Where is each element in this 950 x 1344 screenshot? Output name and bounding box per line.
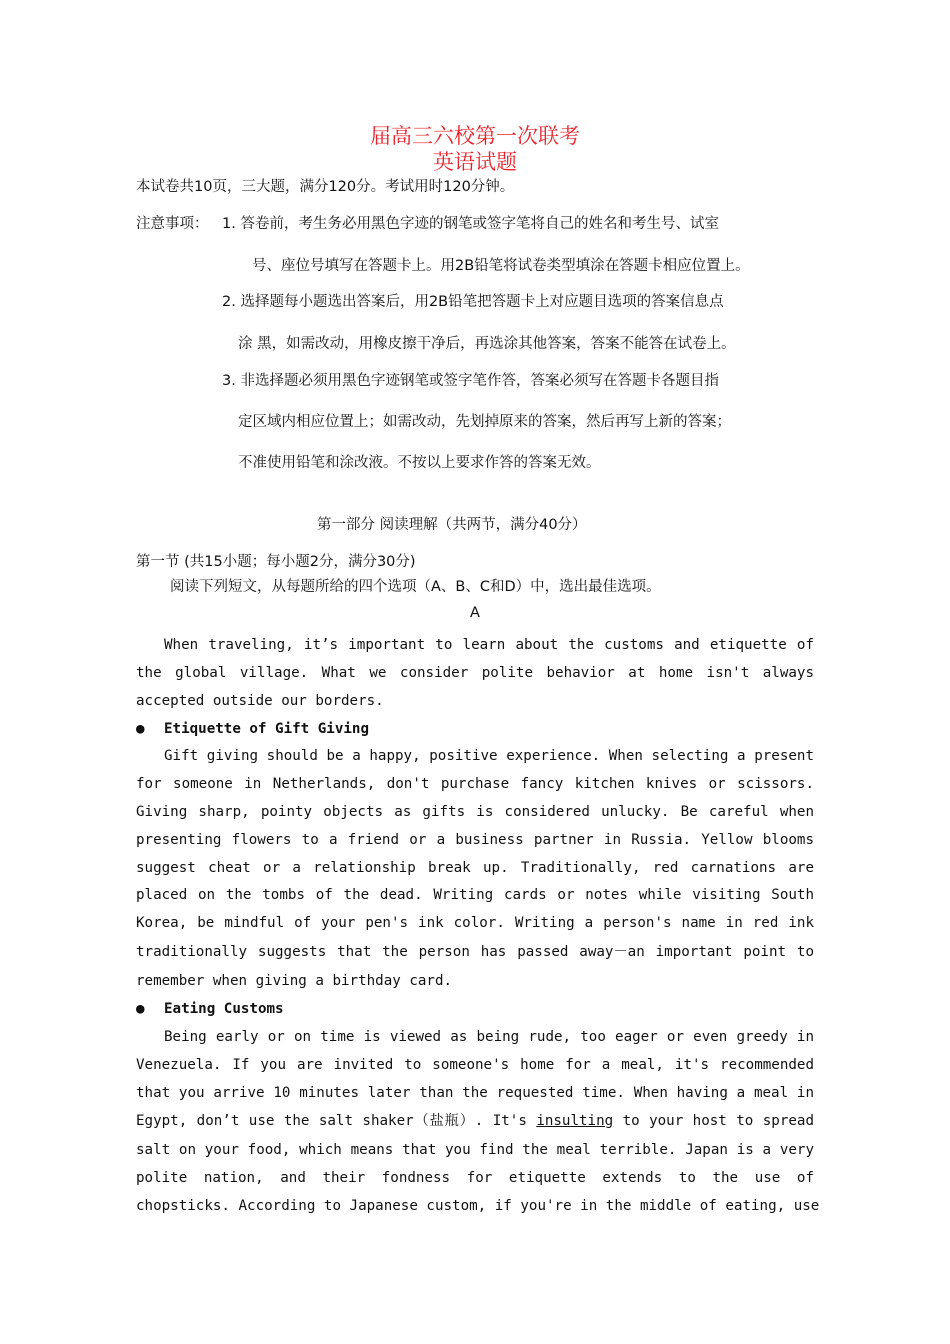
exam-summary: 本试卷共10页，三大题，满分120分。考试用时120分钟。: [136, 179, 515, 195]
gift-line-1: Gift giving should be a happy, positive experience. When selecting a present: [164, 748, 814, 764]
eating-line-1: Being early or on time is viewed as being rude, too eager or even greedy in: [164, 1029, 814, 1045]
gift-heading-row: [136, 719, 814, 739]
passage-intro-line-1: When traveling, it’s important to learn about the customs and etiquette of: [164, 637, 814, 653]
bullet-icon: ●: [136, 721, 145, 737]
gift-line-4: presenting flowers to a friend or a business partner in Russia. Yellow blooms: [136, 832, 814, 848]
passage-intro-line-3: accepted outside our borders.: [136, 693, 384, 709]
part1-heading: 第一部分 阅读理解（共两节，满分40分）: [317, 517, 587, 533]
gift-line-9: remember when giving a birthday card.: [136, 973, 453, 989]
eating-line-2: Venezuela. If you are invited to someone's home for a meal, it's recommended: [136, 1057, 814, 1073]
passage-intro-line-2: the global village. What we consider polite behavior at home isn't always: [136, 665, 814, 681]
notice-1-line-2: 号、座位号填写在答题卡上。用2B铅笔将试卷类型填涂在答题卡相应位置上。: [252, 258, 750, 274]
exam-title: 届高三六校第一次联考: [370, 124, 580, 148]
eating-heading: Eating Customs: [164, 1001, 284, 1017]
notice-3-line-1: 3. 非选择题必须用黑色字迹钢笔或签字笔作答，答案必须写在答题卡各题目指: [222, 373, 719, 389]
eating-line-3: that you arrive 10 minutes later than the requested time. When having a meal in: [136, 1085, 814, 1101]
eating-line-5: salt on your food, which means that you find the meal terrible. Japan is a very: [136, 1142, 814, 1158]
notice-3-line-3: 不准使用铅笔和涂改液。不按以上要求作答的答案无效。: [238, 455, 601, 471]
section1-heading: 第一节 (共15小题；每小题2分，满分30分): [136, 554, 416, 570]
notice-3-line-2: 定区域内相应位置上；如需改动，先划掉原来的答案，然后再写上新的答案；: [238, 414, 731, 430]
gift-line-2: for someone in Netherlands, don't purchase fancy kitchen knives or scissors.: [136, 776, 814, 792]
eating-line-7: chopsticks. According to Japanese custom, if you're in the middle of eating, use: [136, 1198, 820, 1214]
exam-subtitle: 英语试题: [433, 150, 517, 174]
section1-instruction: 阅读下列短文，从每题所给的四个选项（A、B、C和D）中，选出最佳选项。: [170, 579, 661, 595]
gift-line-5: suggest cheat or a relationship break up. Traditionally, red carnations are: [136, 860, 814, 876]
gift-heading: Etiquette of Gift Giving: [164, 721, 369, 737]
eating-heading-row: [136, 999, 814, 1019]
gift-line-3: Giving sharp, pointy objects as gifts is considered unlucky. Be careful when: [136, 804, 814, 820]
notice-2-line-2: 涂 黑，如需改动，用橡皮擦干净后，再选涂其他答案，答案不能答在试卷上。: [238, 336, 736, 352]
passage-letter: A: [470, 605, 480, 621]
eating-line-4-pre: Egypt, don’t use the salt shaker（盐瓶）. It's: [136, 1113, 537, 1129]
underlined-word: insulting: [536, 1113, 614, 1129]
eating-line-4: [136, 1111, 814, 1131]
bullet-icon: ●: [136, 1001, 145, 1017]
eating-line-4-post: to your host to spread: [613, 1113, 814, 1129]
gift-line-7: Korea, be mindful of your pen's ink color. Writing a person's name in red ink: [136, 915, 814, 931]
gift-line-6: placed on the tombs of the dead. Writing cards or notes while visiting South: [136, 887, 814, 903]
notice-label: 注意事项：: [136, 216, 209, 232]
eating-line-6: polite nation, and their fondness for etiquette extends to the use of: [136, 1170, 814, 1186]
notice-1-line-1: 1. 答卷前，考生务必用黑色字迹的钢笔或签字笔将自己的姓名和考生号、试室: [222, 216, 719, 232]
notice-2-line-1: 2. 选择题每小题选出答案后，用2B铅笔把答题卡上对应题目选项的答案信息点: [222, 294, 724, 310]
gift-line-8: traditionally suggests that the person has passed away－an important point to: [136, 944, 814, 960]
